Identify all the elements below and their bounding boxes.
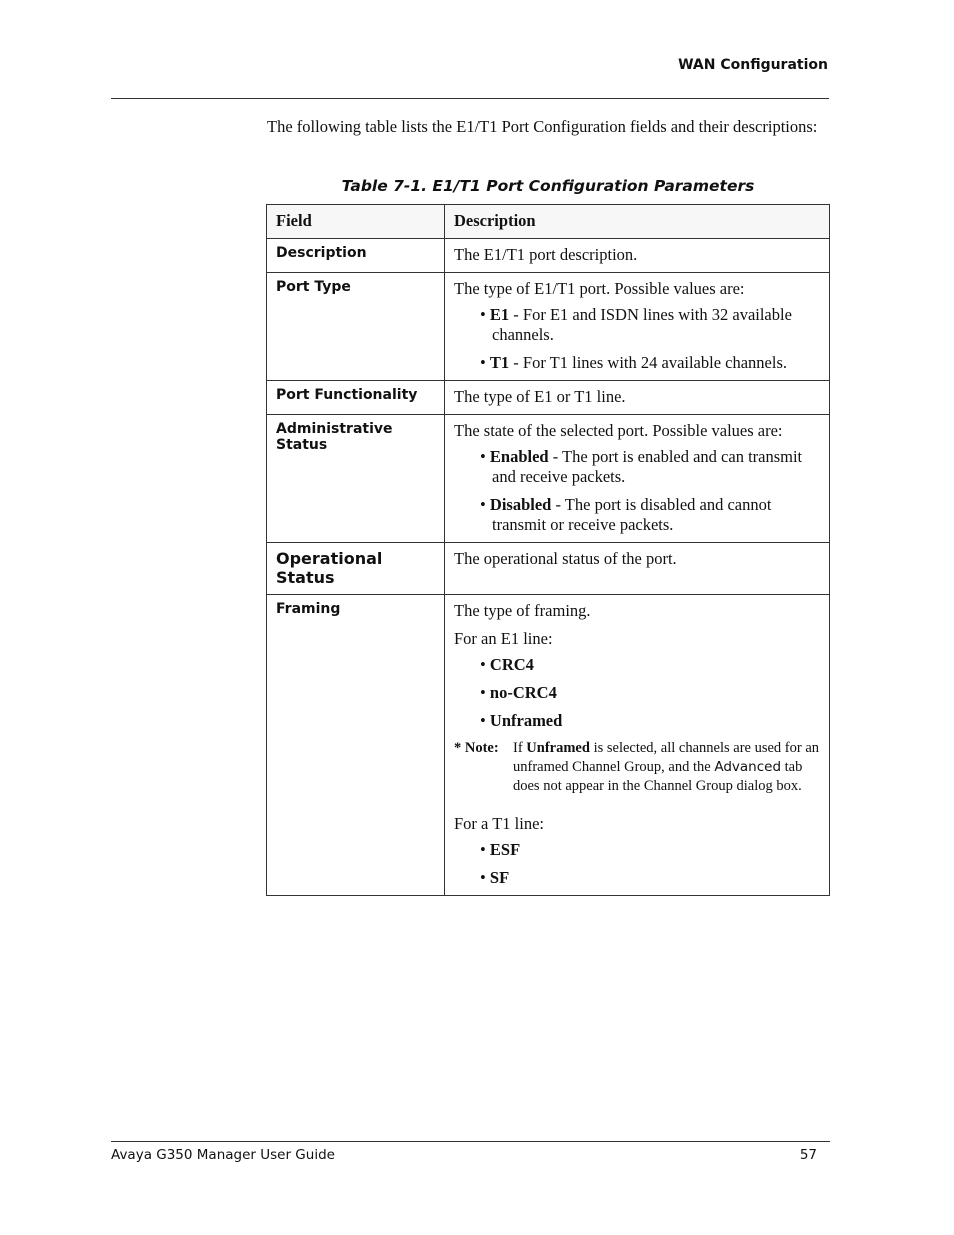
value-list — [454, 305, 820, 373]
t1-value-list — [454, 840, 820, 888]
table-row — [267, 381, 830, 415]
footer-guide-title: Avaya G350 Manager User Guide — [111, 1147, 335, 1163]
field-name: Port Functionality — [267, 381, 445, 415]
value-list — [454, 447, 820, 535]
description-text: The type of framing. — [454, 601, 591, 620]
page-number: 57 — [799, 1147, 817, 1163]
list-item: • Enabled - The port is enabled and can transmit and receive packets. — [480, 447, 803, 486]
list-item: • T1 - For T1 lines with 24 available channels. — [480, 353, 788, 372]
value-text: - For E1 and ISDN lines with 32 available channels. — [492, 305, 792, 344]
field-name: Framing — [267, 595, 445, 896]
list-item: • Unframed — [480, 711, 563, 730]
table-header-row — [267, 205, 830, 239]
field-name: Operational Status — [267, 543, 445, 595]
value-term: Disabled — [489, 495, 552, 514]
column-header-description: Description — [445, 205, 830, 239]
field-description: The operational status of the port. — [445, 543, 830, 595]
list-item: • Disabled - The port is disabled and cannot transmit or receive packets. — [480, 495, 772, 534]
value-term: E1 — [489, 305, 510, 324]
table-row — [267, 415, 830, 543]
value-text: - The port is disabled and cannot transmit or receive packets. — [492, 495, 772, 534]
value-text: - The port is enabled and can transmit and receive packets. — [492, 447, 803, 486]
list-item: • SF — [480, 868, 510, 887]
e1-intro: For an E1 line: — [454, 629, 553, 648]
note-label: * Note: — [454, 740, 499, 756]
table-caption: Table 7-1. E1/T1 Port Configuration Parameters — [341, 177, 755, 195]
list-item: • no-CRC4 — [480, 683, 557, 702]
list-item: • E1 - For E1 and ISDN lines with 32 available channels. — [480, 305, 792, 344]
value-term: no-CRC4 — [489, 683, 557, 702]
field-description — [445, 415, 830, 543]
value-text: - For T1 lines with 24 available channels. — [509, 353, 788, 372]
list-item: • ESF — [480, 840, 521, 859]
value-term: T1 — [489, 353, 510, 372]
footer-rule — [111, 1141, 830, 1142]
value-term: ESF — [489, 840, 521, 859]
header-rule — [111, 98, 829, 99]
value-term: Unframed — [489, 711, 563, 730]
note-text-pre: If — [513, 740, 527, 756]
note-tab-name: Advanced — [714, 759, 782, 775]
section-header: WAN Configuration — [678, 57, 828, 73]
note-text — [513, 739, 820, 796]
note-text-post: tab does not appear in the Channel Group dialog box. — [513, 759, 803, 794]
intro-paragraph: The following table lists the E1/T1 Port Configuration fields and their descriptions: — [267, 117, 818, 136]
column-header-field: Field — [267, 205, 445, 239]
field-description — [445, 595, 830, 896]
table-row — [267, 543, 830, 595]
description-text: The state of the selected port. Possible values are: — [454, 421, 783, 440]
field-name: Port Type — [267, 273, 445, 381]
t1-intro: For a T1 line: — [454, 814, 544, 833]
note-block — [454, 739, 820, 796]
field-description: The E1/T1 port description. — [445, 239, 830, 273]
field-name: Description — [267, 239, 445, 273]
note-term: Unframed — [526, 740, 590, 756]
field-name: Administrative Status — [267, 415, 445, 543]
field-description: The type of E1 or T1 line. — [445, 381, 830, 415]
description-text: The type of E1/T1 port. Possible values are: — [454, 279, 745, 298]
parameters-table — [266, 204, 830, 896]
list-item: • CRC4 — [480, 655, 534, 674]
table-row — [267, 595, 830, 896]
table-row — [267, 273, 830, 381]
field-description — [445, 273, 830, 381]
e1-value-list — [454, 655, 820, 731]
note-text-mid: is selected, all channels are used for an unframed Channel Group, and the — [513, 740, 820, 775]
value-term: Enabled — [489, 447, 549, 466]
value-term: SF — [489, 868, 510, 887]
value-term: CRC4 — [489, 655, 534, 674]
table-row — [267, 239, 830, 273]
